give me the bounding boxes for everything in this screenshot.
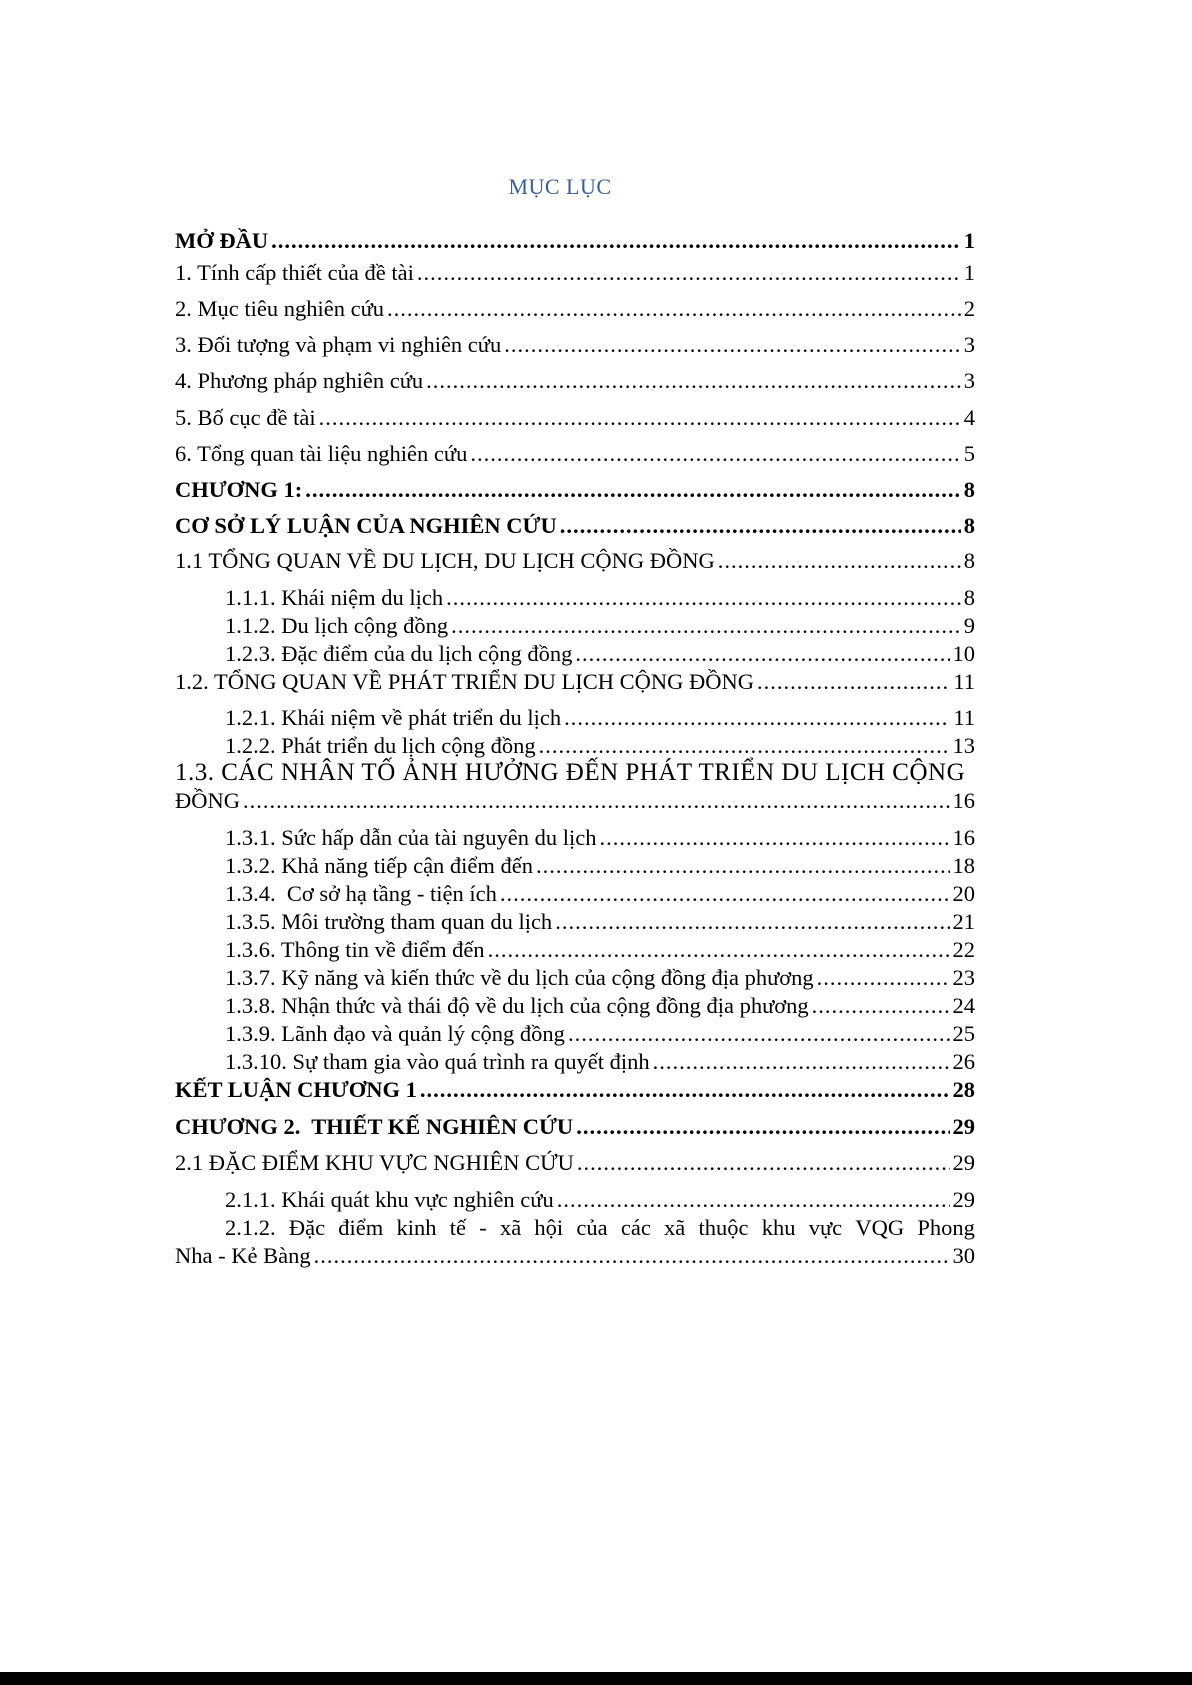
toc-entry[interactable]: 1.3.5. Môi trường tham quan du lịch ..... 21 [225, 909, 975, 935]
toc-entry[interactable]: 1.2.3. Đặc điểm của du lịch cộng đồng ..... 10 [225, 641, 975, 667]
toc-entry[interactable]: CHƯƠNG 1: ..... 8 [175, 477, 975, 503]
toc-entry[interactable]: 5. Bố cục đề tài ..... 4 [175, 405, 975, 431]
toc-entry-line1[interactable]: 1.3. CÁC NHÂN TỐ ẢNH HƯỞNG ĐẾN PHÁT TRIỂN DU LỊCH CỘNG [175, 759, 966, 786]
toc-entry[interactable]: 6. Tổng quan tài liệu nghiên cứu ..... 5 [175, 441, 975, 467]
toc-entry[interactable]: ĐỒNG ..... 16 [175, 788, 975, 814]
toc-entry[interactable]: 4. Phương pháp nghiên cứu ..... 3 [175, 368, 975, 394]
toc-entry[interactable]: KẾT LUẬN CHƯƠNG 1 ..... 28 [175, 1077, 975, 1103]
page-title: MỤC LỤC [508, 174, 612, 199]
toc-entry[interactable]: 2. Mục tiêu nghiên cứu ..... 2 [175, 296, 975, 322]
toc-entry[interactable]: 2.1 ĐẶC ĐIỂM KHU VỰC NGHIÊN CỨU ..... 29 [175, 1150, 975, 1176]
toc-entry[interactable]: 1.2.2. Phát triển du lịch cộng đồng ..... 13 [225, 733, 975, 759]
toc-entry[interactable]: 1.2.1. Khái niệm về phát triển du lịch ..... 11 [225, 705, 975, 731]
toc-entry[interactable]: 1.1.2. Du lịch cộng đồng ..... 9 [225, 613, 975, 639]
toc-entry[interactable]: 1.3.1. Sức hấp dẫn của tài nguyên du lịch ..... 16 [225, 825, 975, 851]
toc-entry[interactable]: CƠ SỞ LÝ LUẬN CỦA NGHIÊN CỨU ..... 8 [175, 513, 975, 539]
toc-entry[interactable]: 1.3.7. Kỹ năng và kiến thức về du lịch của cộng đồng địa phương ..... 23 [225, 965, 975, 991]
toc-entry[interactable]: 1. Tính cấp thiết của đề tài ..... 1 [175, 260, 975, 286]
toc-entry[interactable]: 1.3.6. Thông tin về điểm đến ..... 22 [225, 937, 975, 963]
toc-entry-line1[interactable]: 2.1.2. Đặc điểm kinh tế - xã hội của các xã thuộc khu vực VQG Phong [225, 1215, 975, 1240]
toc-entry[interactable]: 1.3.4. Cơ sở hạ tầng - tiện ích ..... 20 [225, 881, 975, 907]
bottom-edge-bar [0, 1672, 1192, 1685]
toc-entry[interactable]: 1.3.10. Sự tham gia vào quá trình ra quyết định ..... 26 [225, 1049, 975, 1075]
toc-entry[interactable]: 1.3.9. Lãnh đạo và quản lý cộng đồng ..... 25 [225, 1021, 975, 1047]
toc-entry[interactable]: MỞ ĐẦU ..... 1 [175, 228, 975, 254]
toc-entry[interactable]: 1.2. TỔNG QUAN VỀ PHÁT TRIỂN DU LỊCH CỘNG ĐỒNG ..... 11 [175, 669, 975, 695]
toc-entry[interactable]: 1.3.2. Khả năng tiếp cận điểm đến ..... 18 [225, 853, 975, 879]
toc-entry[interactable]: 1.1 TỔNG QUAN VỀ DU LỊCH, DU LỊCH CỘNG ĐỒNG ..... 8 [175, 548, 975, 574]
toc-entry[interactable]: Nha - Kẻ Bàng ..... 30 [175, 1243, 975, 1269]
toc-entry[interactable]: 2.1.1. Khái quát khu vực nghiên cứu ..... 29 [225, 1187, 975, 1213]
toc-entry[interactable]: CHƯƠNG 2. THIẾT KẾ NGHIÊN CỨU ..... 29 [175, 1114, 975, 1140]
toc-entry[interactable]: 1.1.1. Khái niệm du lịch ..... 8 [225, 585, 975, 611]
toc-entry[interactable]: 1.3.8. Nhận thức và thái độ về du lịch của cộng đồng địa phương ..... 24 [225, 993, 975, 1019]
toc-entry[interactable]: 3. Đối tượng và phạm vi nghiên cứu ..... 3 [175, 332, 975, 358]
